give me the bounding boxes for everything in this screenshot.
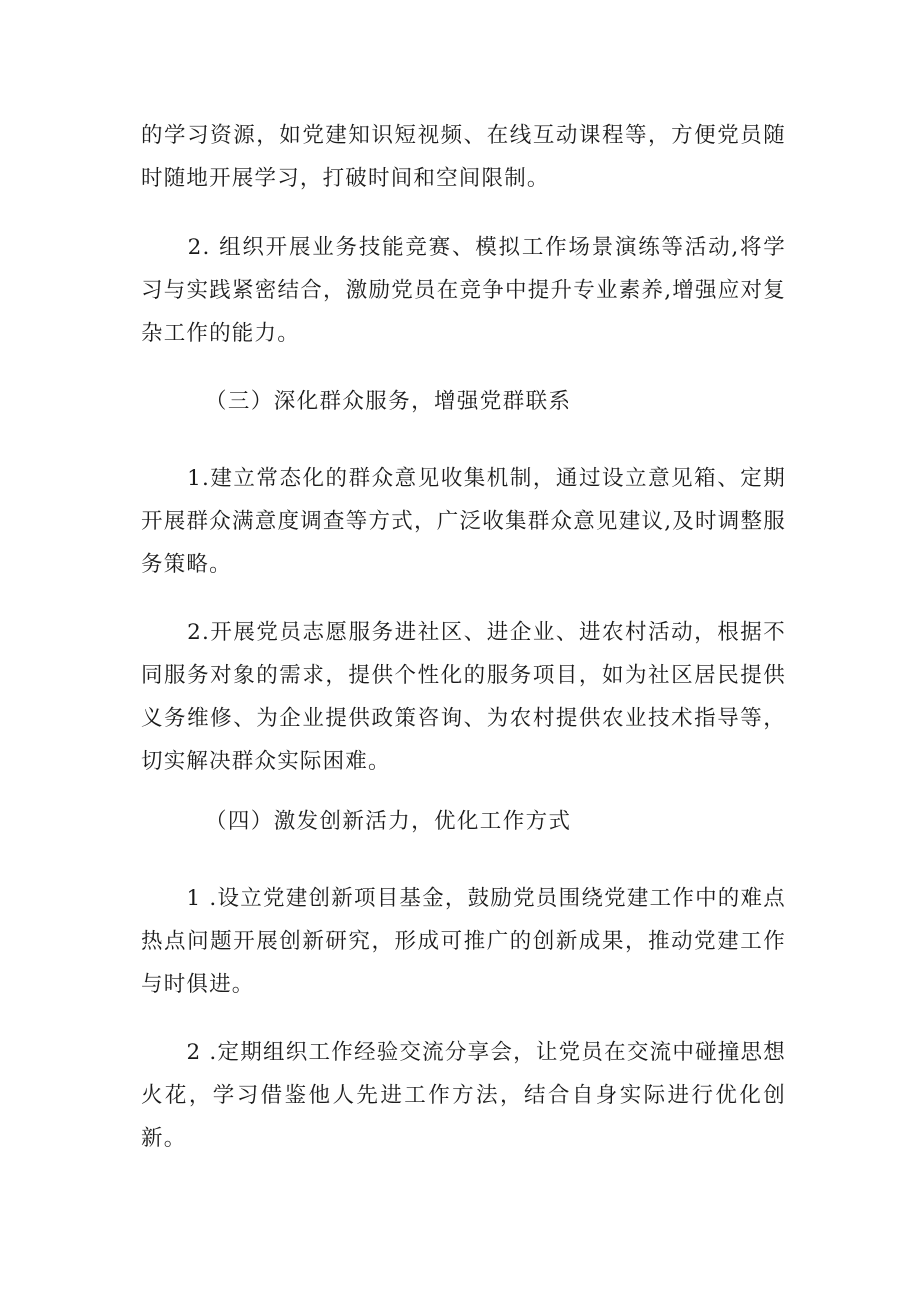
paragraph-innovation-fund: 1 .设立党建创新项目基金，鼓励党员围绕党建工作中的难点热点问题开展创新研究，形成可推广的创新成果，推动党建工作与时俱进。	[141, 886, 786, 997]
paragraph-volunteer-service: 2.开展党员志愿服务进社区、进企业、进农村活动，根据不同服务对象的需求，提供个性化的服务项目，如为社区居民提供义务维修、为企业提供政策咨询、为农村提供农业技术指导等，切实解决群众实际困难。	[141, 620, 786, 774]
section-heading-4: （四）激发创新活力，优化工作方式	[205, 809, 572, 834]
paragraph-skills-competition: 2. 组织开展业务技能竞赛、模拟工作场景演练等活动,将学习与实践紧密结合，激励党员在竞争中提升专业素养,增强应对复杂工作的能力。	[141, 235, 786, 346]
section-heading-3: （三）深化群众服务，增强党群联系	[205, 389, 572, 414]
paragraph-experience-sharing: 2 .定期组织工作经验交流分享会，让党员在交流中碰撞思想火花，学习借鉴他人先进工作方法，结合自身实际进行优化创新。	[141, 1040, 786, 1151]
paragraph-learning-resources: 的学习资源，如党建知识短视频、在线互动课程等，方便党员随时随地开展学习，打破时间和空间限制。	[141, 123, 786, 191]
paragraph-feedback-mechanism: 1.建立常态化的群众意见收集机制，通过设立意见箱、定期开展群众满意度调查等方式，广泛收集群众意见建议,及时调整服务策略。	[141, 466, 786, 577]
